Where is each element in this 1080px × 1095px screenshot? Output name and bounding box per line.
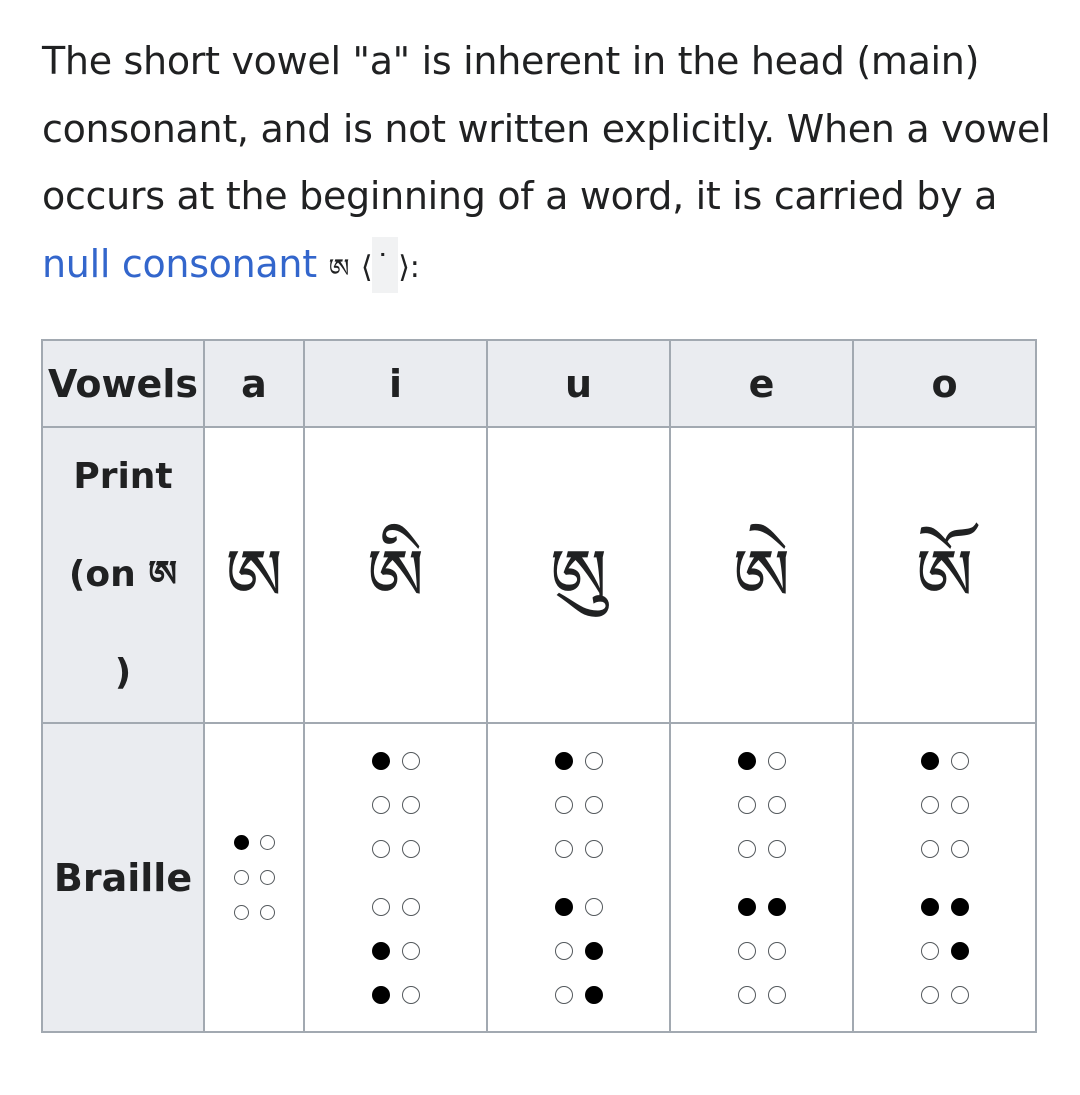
braille-dot-flat: [372, 840, 390, 858]
braille-cell-u-1: [557, 752, 601, 858]
print-cell-u: ཨུ: [487, 427, 670, 723]
braille-dot-flat: [951, 796, 969, 814]
braille-dot-flat: [738, 986, 756, 1004]
braille-dot-flat: [585, 796, 603, 814]
braille-dot-raised: [234, 835, 249, 850]
braille-dot-flat: [260, 905, 275, 920]
braille-dot-raised: [768, 898, 786, 916]
translit-close: ⟩:: [398, 249, 420, 285]
braille-dot-flat: [260, 835, 275, 850]
braille-dot-flat: [372, 796, 390, 814]
braille-dot-flat: [921, 840, 939, 858]
braille-cell-o-1: [923, 752, 967, 858]
braille-dot-flat: [921, 942, 939, 960]
braille-dot-flat: [585, 898, 603, 916]
braille-dot-flat: [402, 942, 420, 960]
braille-dot-flat: [555, 986, 573, 1004]
braille-dot-flat: [768, 942, 786, 960]
braille-dot-raised: [372, 986, 390, 1004]
braille-dot-raised: [951, 942, 969, 960]
braille-cell-o: [853, 723, 1036, 1032]
braille-dot-flat: [402, 986, 420, 1004]
braille-dot-raised: [555, 898, 573, 916]
braille-dot-raised: [372, 942, 390, 960]
braille-dot-flat: [921, 796, 939, 814]
braille-row: [42, 723, 1036, 1032]
braille-cell-i: [304, 723, 487, 1032]
braille-dot-flat: [260, 870, 275, 885]
intro-text: The short vowel "a" is inherent in the head (main) consonant, and is not written explicitly. When a vowel occurs at the beginning of a word, it is carried by a: [42, 39, 1051, 218]
braille-cell-e-2: [740, 898, 784, 1004]
header-row: [42, 340, 1036, 427]
braille-dot-flat: [234, 870, 249, 885]
print-cell-e: ཨེ: [670, 427, 853, 723]
braille-dot-flat: [951, 986, 969, 1004]
braille-cell-a: [204, 723, 304, 1032]
braille-dot-flat: [372, 898, 390, 916]
braille-cell-i-2: [374, 898, 418, 1004]
braille-dot-flat: [555, 942, 573, 960]
braille-dot-flat: [921, 986, 939, 1004]
braille-dot-flat: [402, 796, 420, 814]
braille-cell-u: [487, 723, 670, 1032]
braille-cell-i-1: [374, 752, 418, 858]
braille-cell-e: [670, 723, 853, 1032]
braille-dot-raised: [921, 898, 939, 916]
braille-dot-flat: [768, 840, 786, 858]
braille-dot-raised: [951, 898, 969, 916]
header-vowels: Vowels: [42, 340, 204, 427]
braille-dot-raised: [555, 752, 573, 770]
braille-dot-flat: [585, 840, 603, 858]
braille-dot-raised: [585, 986, 603, 1004]
braille-dot-flat: [951, 752, 969, 770]
print-row: [42, 427, 1036, 723]
braille-dot-flat: [768, 986, 786, 1004]
null-consonant-link[interactable]: null consonant: [42, 241, 317, 286]
header-a: a: [204, 340, 304, 427]
braille-dot-flat: [738, 942, 756, 960]
print-cell-o: ཨོ: [853, 427, 1036, 723]
braille-dot-flat: [768, 752, 786, 770]
print-label: Print (on ཨ ): [42, 427, 204, 723]
braille-label: Braille: [42, 723, 204, 1032]
print-cell-a: ཨ: [204, 427, 304, 723]
braille-dot-flat: [738, 796, 756, 814]
braille-dot-flat: [234, 905, 249, 920]
braille-dot-flat: [951, 840, 969, 858]
braille-dot-flat: [555, 840, 573, 858]
header-u: u: [487, 340, 670, 427]
braille-dot-flat: [402, 752, 420, 770]
print-cell-i: ཨི: [304, 427, 487, 723]
translit-dot: [372, 237, 398, 293]
braille-dot-flat: [585, 752, 603, 770]
braille-cell-e-1: [740, 752, 784, 858]
braille-cell-o-2: [923, 898, 967, 1004]
braille-dot-raised: [738, 898, 756, 916]
tibetan-char: ཨ: [328, 253, 350, 284]
braille-dot-raised: [372, 752, 390, 770]
braille-dot-raised: [585, 942, 603, 960]
braille-dot-flat: [402, 840, 420, 858]
braille-dot-flat: [768, 796, 786, 814]
header-o: o: [853, 340, 1036, 427]
braille-cell-a-1: [235, 835, 273, 920]
header-i: i: [304, 340, 487, 427]
header-e: e: [670, 340, 853, 427]
transliteration: [361, 250, 420, 285]
braille-cell-u-2: [557, 898, 601, 1004]
intro-paragraph: [42, 28, 1052, 303]
braille-dot-flat: [738, 840, 756, 858]
vowels-table: [41, 339, 1037, 1033]
braille-dot-flat: [555, 796, 573, 814]
braille-dot-raised: [738, 752, 756, 770]
translit-open: ⟨: [360, 249, 373, 285]
braille-dot-flat: [402, 898, 420, 916]
braille-dot-raised: [921, 752, 939, 770]
